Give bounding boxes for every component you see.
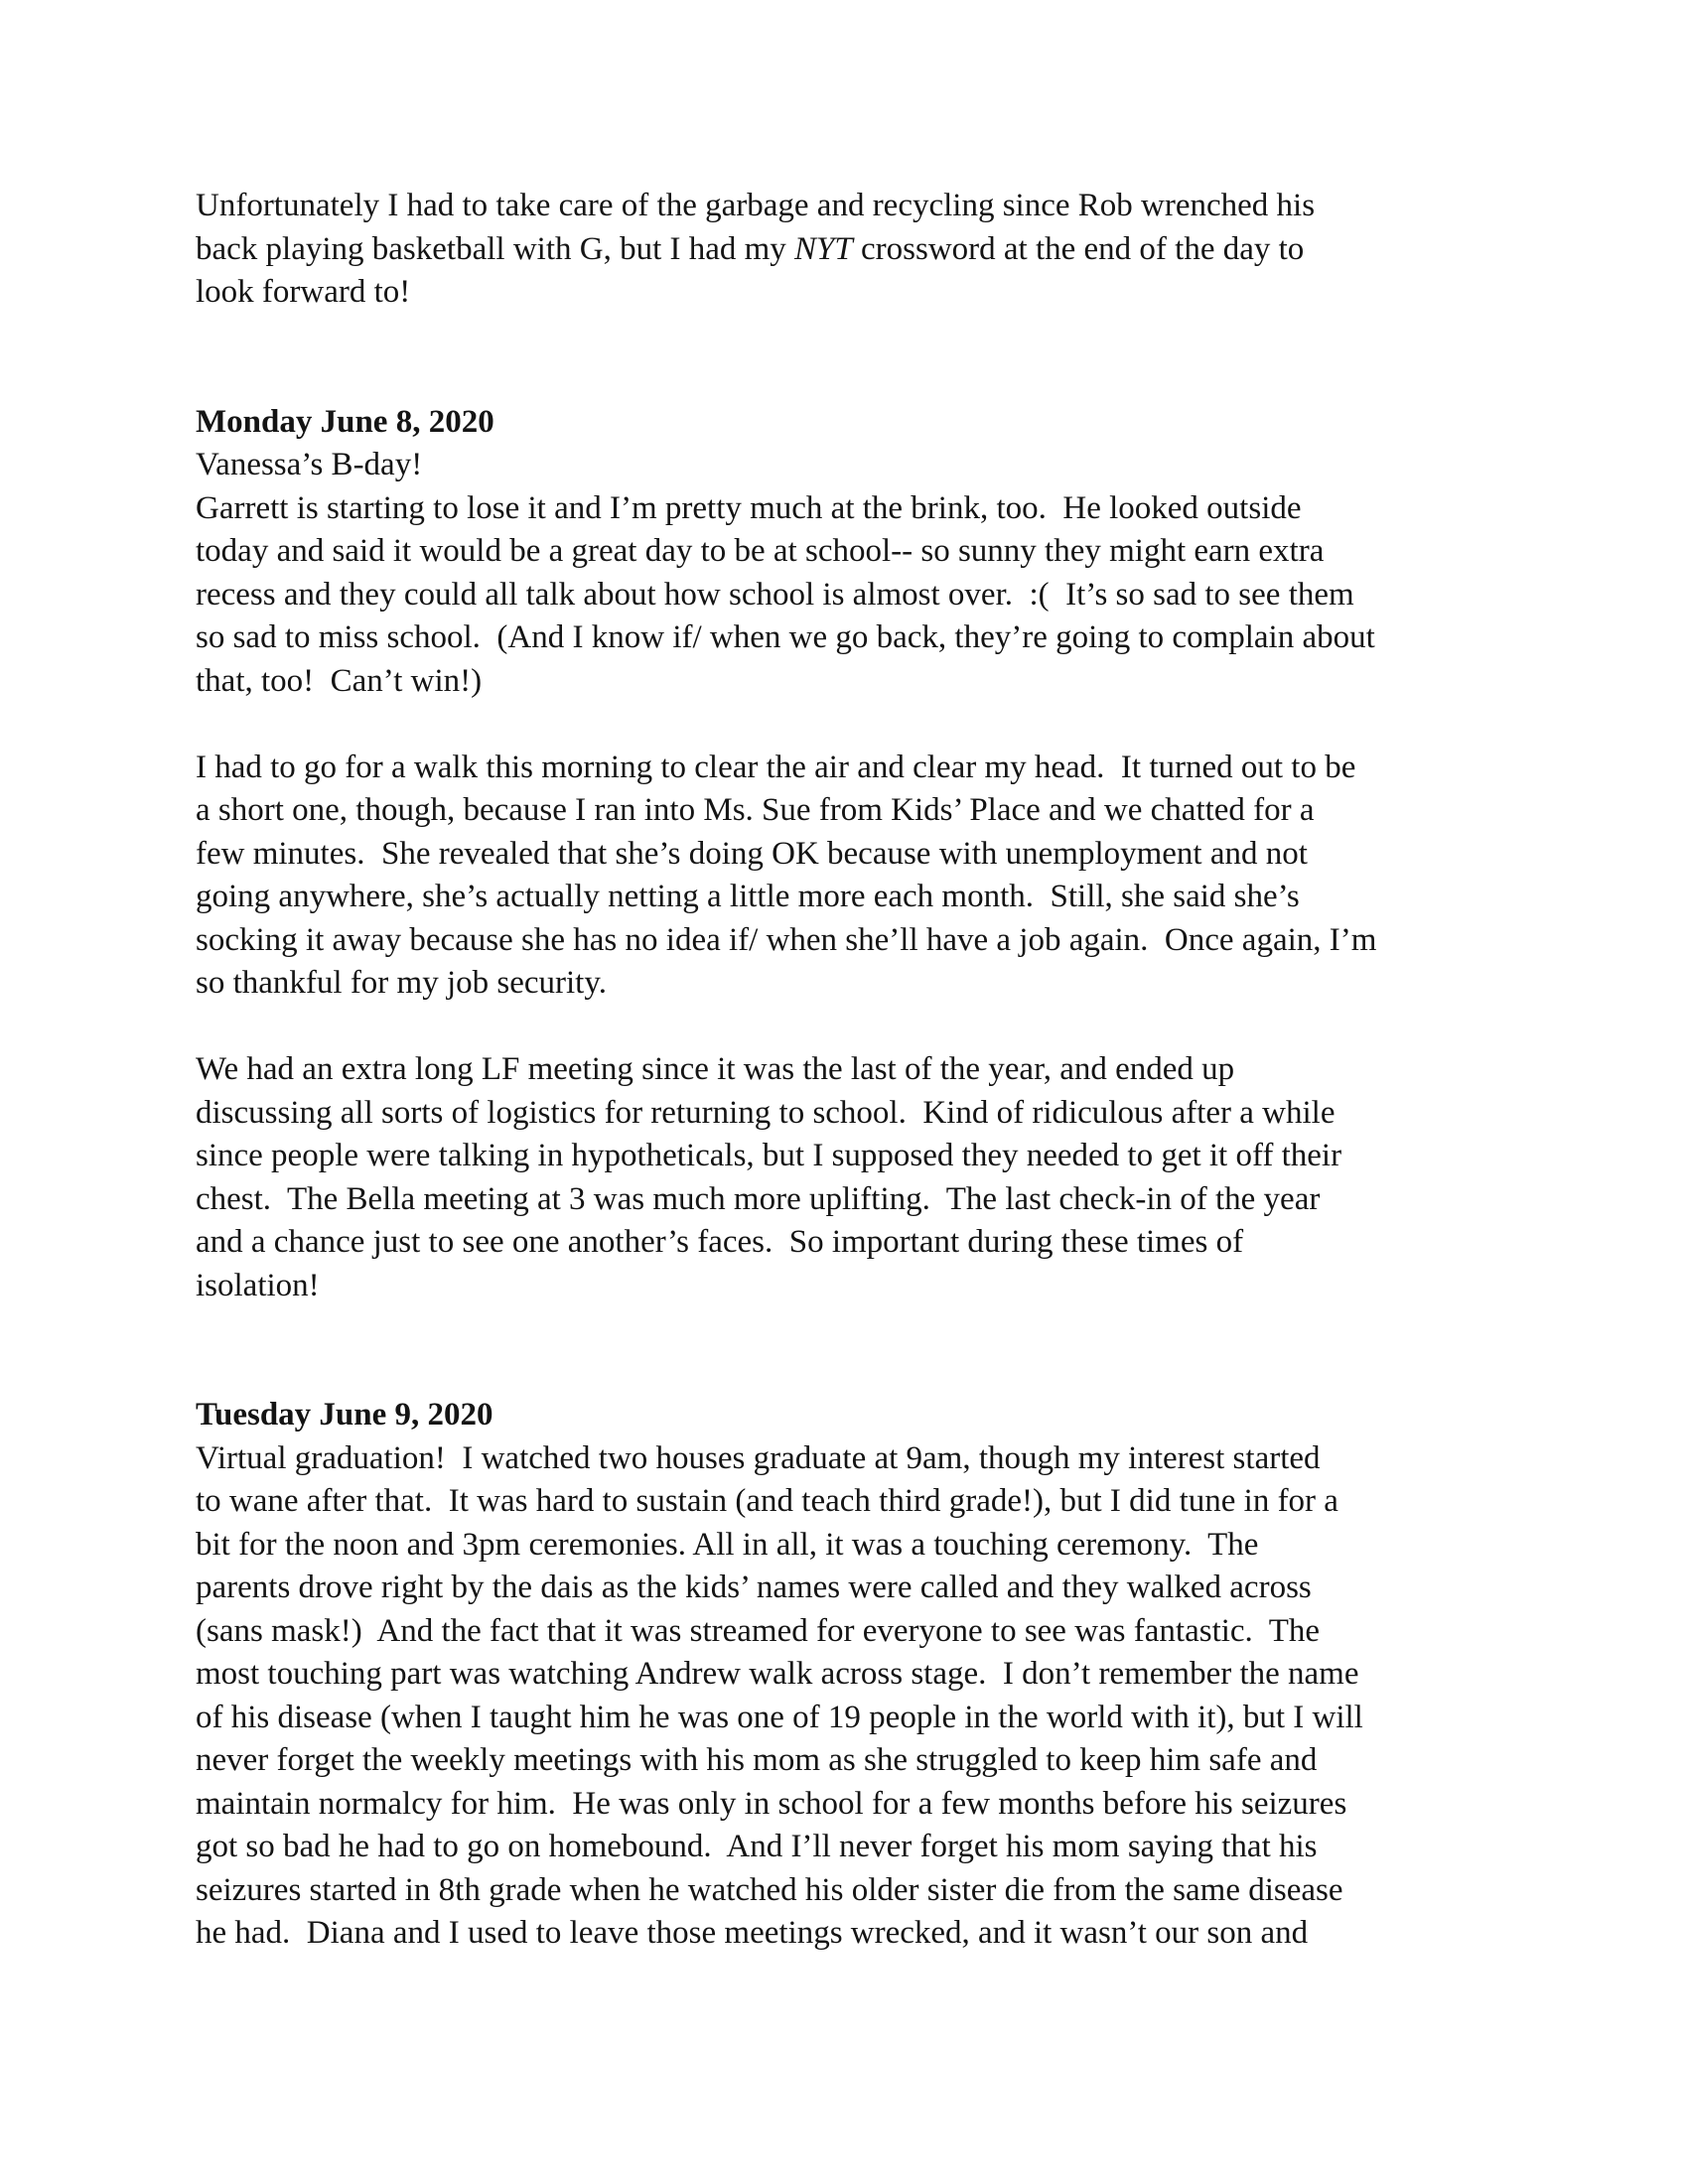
text-segment: so thankful for my job security. [196,965,607,1001]
journal-text [196,185,1516,1956]
text-line [196,789,1516,833]
text-segment: We had an extra long LF meeting since it was the last of the year, and ended up [196,1051,1235,1087]
text-segment: Virtual graduation! I watched two houses graduate at 9am, though my interest started [196,1439,1321,1476]
text-segment: discussing all sorts of logistics for returning to school. Kind of ridiculous after a while [196,1094,1336,1131]
text-line [196,660,1516,704]
text-segment: (sans mask!) And the fact that it was streamed for everyone to see was fantastic. The [196,1612,1321,1649]
text-segment: socking it away because she has no idea if/ when she’ll have a job again. Once again, I’m [196,921,1377,958]
text-line [196,1826,1516,1869]
text-line [196,1437,1516,1481]
text-line [196,962,1516,1006]
text-segment: bit for the noon and 3pm ceremonies. All in all, it was a touching ceremony. The [196,1526,1259,1563]
paragraph [196,185,1516,315]
text-line [196,876,1516,919]
text-segment: few minutes. She revealed that she’s doing OK because with unemployment and not [196,835,1308,872]
text-segment: that, too! Can’t win!) [196,662,483,699]
text-line [196,1394,1516,1437]
text-segment: he had. Diana and I used to leave those meetings wrecked, and it wasn’t our son and [196,1915,1309,1951]
text-line [196,919,1516,963]
text-segment: and a chance just to see one another’s faces. So important during these times of [196,1224,1244,1260]
text-segment: so sad to miss school. (And I know if/ when we go back, they’re going to complain about [196,619,1375,655]
text-line [196,444,1516,487]
text-line [196,1221,1516,1265]
paragraph [196,747,1516,1006]
text-line [196,747,1516,790]
text-segment: seizures started in 8th grade when he watched his older sister die from the same disease [196,1871,1343,1908]
text-line [196,1697,1516,1740]
text-line [196,1912,1516,1956]
entry-heading [196,1394,1516,1437]
text-segment: today and said it would be a great day to be at school-- so sunny they might earn extra [196,533,1325,569]
text-segment: Garrett is starting to lose it and I’m pretty much at the brink, too. He looked outside [196,489,1302,526]
text-segment: isolation! [196,1267,320,1303]
text-segment: to wane after that. It was hard to sustain (and teach third grade!), but I did tune in for a [196,1483,1338,1519]
text-line [196,1739,1516,1783]
text-segment: maintain normalcy for him. He was only in school for a few months before his seizures [196,1785,1347,1822]
text-line [196,487,1516,531]
text-segment: look forward to! [196,274,411,310]
paragraph [196,1048,1516,1307]
text-segment: of his disease (when I taught him he was one of 19 people in the world with it), but I will [196,1699,1363,1735]
text-line [196,271,1516,315]
text-line [196,185,1516,228]
text-segment: got so bad he had to go on homebound. And I’ll never forget his mom saying that his [196,1829,1318,1864]
text-segment: crossword at the end of the day to [852,230,1305,267]
italic-text: NYT [794,230,853,267]
text-line [196,1178,1516,1222]
text-line [196,1092,1516,1136]
text-line [196,1610,1516,1654]
text-segment: most touching part was watching Andrew walk across stage. I don’t remember the name [196,1656,1359,1692]
text-line [196,228,1516,272]
entry-heading [196,401,1516,445]
text-segment: never forget the weekly meetings with his mom as she struggled to keep him safe and [196,1742,1318,1778]
text-segment: back playing basketball with G, but I had my [196,230,795,267]
text-line [196,833,1516,877]
text-line [196,1048,1516,1092]
text-line [196,616,1516,660]
text-segment: chest. The Bella meeting at 3 was much more uplifting. The last check-in of the year [196,1180,1321,1217]
text-segment: since people were talking in hypotheticals, but I supposed they needed to get it off their [196,1138,1342,1173]
text-segment: going anywhere, she’s actually netting a little more each month. Still, she said she’s [196,879,1300,914]
text-line [196,1135,1516,1178]
text-line [196,1567,1516,1610]
text-segment: Monday June 8, 2020 [196,403,494,440]
text-line [196,1265,1516,1308]
text-line [196,1783,1516,1827]
text-line [196,1524,1516,1568]
text-line [196,1869,1516,1913]
paragraph [196,1437,1516,1956]
text-segment: parents drove right by the dais as the kids’ names were called and they walked across [196,1570,1312,1605]
paragraph [196,444,1516,703]
text-segment: a short one, though, because I ran into Ms. Sue from Kids’ Place and we chatted for a [196,792,1315,828]
text-line [196,1480,1516,1524]
text-segment: Vanessa’s B-day! [196,447,423,482]
text-line [196,574,1516,617]
text-segment: Tuesday June 9, 2020 [196,1397,493,1433]
text-line [196,401,1516,445]
text-segment: Unfortunately I had to take care of the garbage and recycling since Rob wrenched his [196,188,1316,223]
text-segment: I had to go for a walk this morning to clear the air and clear my head. It turned out to be [196,749,1356,785]
text-line [196,1653,1516,1697]
text-line [196,530,1516,574]
text-segment: recess and they could all talk about how school is almost over. :( It’s so sad to see them [196,576,1354,613]
